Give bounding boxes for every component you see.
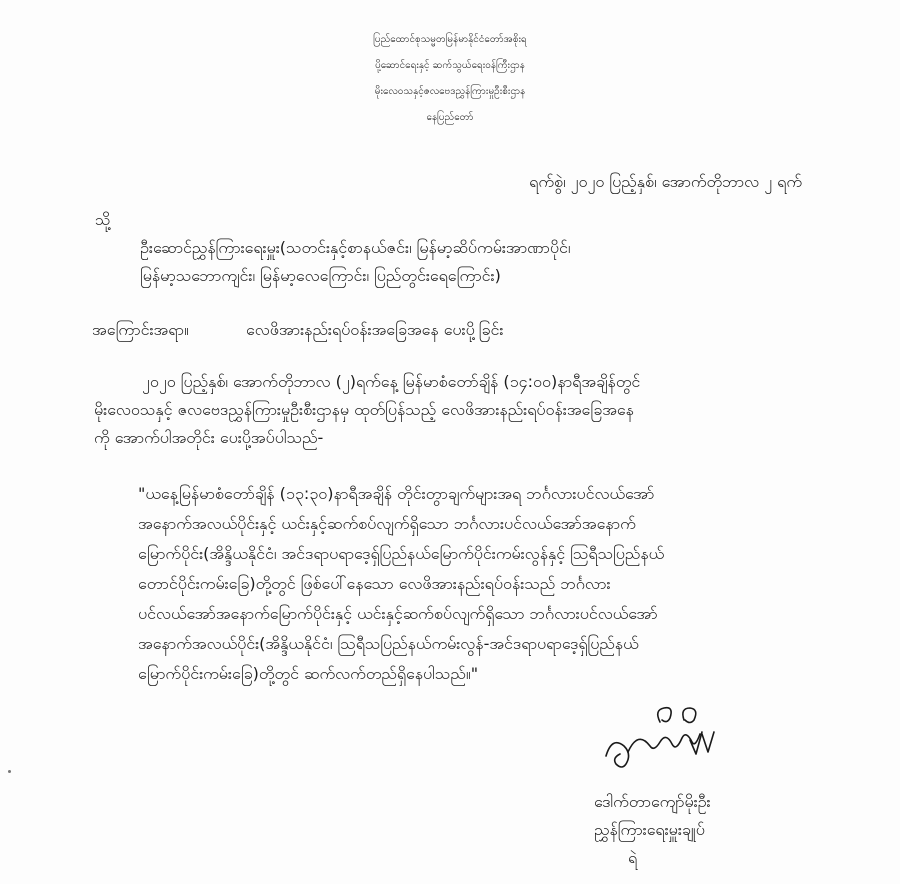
body-line-3: ကို အောက်ပါအတိုင်း ပေးပို့အပ်ပါသည်-	[94, 428, 324, 447]
header-department: မိုးလေဝသနှင့်ဇလဗေဒညွှန်ကြားမှုဦးစီးဌာန	[374, 86, 526, 97]
body-line-2: မိုးလေဝသနှင့် ဇလဗေဒညွှန်ကြားမှုဦးစီးဌာနမှ ထုတ်ပြန်သည့် လေဖိအားနည်းရပ်ဝန်းအခြေအနေ	[94, 400, 634, 419]
header-government: ပြည်ထောင်စုသမ္မတမြန်မာနိုင်ငံတော်အစိုးရ	[373, 34, 527, 45]
signature-strokes	[598, 700, 748, 780]
body-line-1: ၂၀၂၀ ပြည့်နှစ်၊ အောက်တိုဘာလ (၂)ရက်နေ့ မြန်မာစံတော်ချိန် (၁၄:၀၀)နာရီအချိန်တွင်	[142, 372, 641, 391]
quote-line-7: မြောက်ပိုင်းကမ်းခြေ)တို့တွင် ဆက်လက်တည်ရှိနေပါသည်။"	[138, 664, 479, 683]
signatory-name: ဒေါက်တာကျော်မိုးဦး	[594, 792, 711, 811]
scan-speck	[8, 770, 11, 773]
subject-text: လေဖိအားနည်းရပ်ဝန်းအခြေအနေ ပေးပို့ခြင်း	[246, 320, 504, 339]
quote-line-3: မြောက်ပိုင်း(အိန္ဒိယနိုင်ငံ၊ အင်ဒရာပရာဒေ့ရှ်ပြည်နယ်မြောက်ပိုင်းကမ်းလွန်နှင့် သြရီသပြည်နယ်	[138, 544, 665, 563]
recipient-line-2: မြန်မာ့သဘောကျင်း၊ မြန်မာ့လေကြောင်း၊ ပြည်တွင်းရေကြောင်း)	[140, 266, 501, 285]
quote-line-4: တောင်ပိုင်းကမ်းခြေ)တို့တွင် ဖြစ်ပေါ်နေသော လေဖိအားနည်းရပ်ဝန်းသည် ဘင်္ဂလား	[138, 574, 611, 593]
quote-line-1: "ယနေ့မြန်မာစံတော်ချိန် (၁၃:၃၀)နာရီအချိန် တိုင်းတွာချက်များအရ ဘင်္ဂလားပင်လယ်အော်	[138, 484, 655, 503]
subject-label: အကြောင်းအရာ။	[92, 320, 189, 339]
signatory-initials: ရဲ	[628, 848, 638, 867]
quote-line-2: အနောက်အလယ်ပိုင်းနှင့် ယင်းနှင့်ဆက်စပ်လျက်ရှိသော ဘင်္ဂလားပင်လယ်အော်အနောက်	[138, 514, 636, 533]
letter-date: ရက်စွဲ၊ ၂၀၂၀ ပြည့်နှစ်၊ အောက်တိုဘာလ ၂ ရက်	[529, 172, 802, 191]
quote-line-5: ပင်လယ်အော်အနောက်မြောက်ပိုင်းနှင့် ယင်းနှင့်ဆက်စပ်လျက်ရှိသော ဘင်္ဂလားပင်လယ်အော်	[138, 604, 658, 623]
header-ministry: ပို့ဆောင်ရေးနှင့် ဆက်သွယ်ရေးဝန်ကြီးဌာန	[375, 60, 525, 71]
to-label: သို့	[95, 210, 111, 229]
quote-line-6: အနောက်အလယ်ပိုင်း(အိန္ဒိယနိုင်ငံ၊ သြရီသပြည်နယ်ကမ်းလွန်-အင်ဒရာပရာဒေ့ရှ်ပြည်နယ်	[138, 634, 639, 653]
signatory-title: ညွှန်ကြားရေးမှူးချုပ်	[594, 820, 705, 839]
header-city: နေပြည်တော်	[426, 112, 474, 123]
recipient-line-1: ဦးဆောင်ညွှန်ကြားရေးမှူး(သတင်းနှင့်စာနယ်ဇင်း၊ မြန်မာ့ဆိပ်ကမ်းအာဏာပိုင်၊	[140, 238, 571, 257]
handwritten-signature	[598, 700, 748, 780]
